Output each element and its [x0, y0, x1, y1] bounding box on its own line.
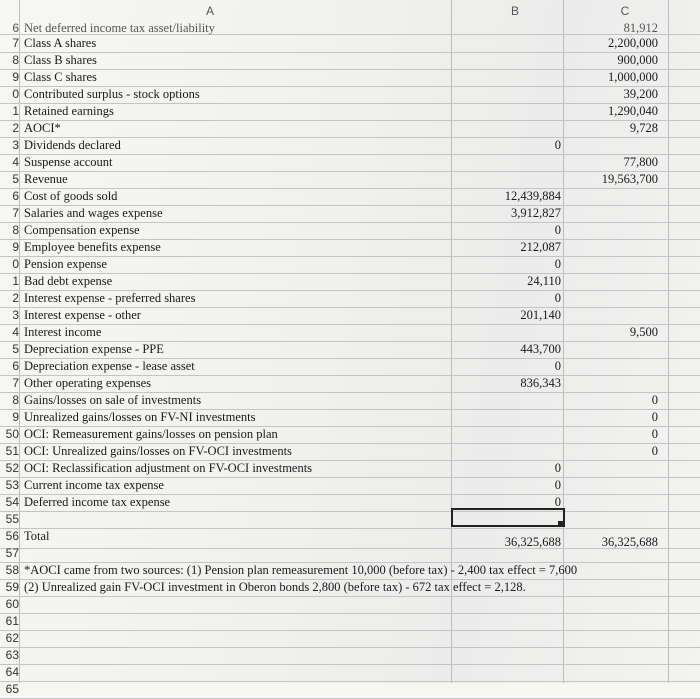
row-value-b[interactable]: 36,325,688: [504, 535, 561, 549]
row-number: 7: [12, 376, 19, 390]
row-label: Net deferred income tax asset/liability: [24, 21, 215, 35]
row-number: 4: [12, 325, 19, 339]
row-label: Pension expense: [24, 257, 107, 271]
row-label: Interest income: [24, 325, 102, 339]
row-number: 9: [12, 410, 19, 424]
row-label: Depreciation expense - PPE: [24, 342, 164, 356]
fill-handle[interactable]: [558, 521, 564, 527]
table-row[interactable]: [0, 137, 700, 155]
table-row[interactable]: [0, 426, 700, 444]
table-row[interactable]: [0, 69, 700, 87]
row-number: 50: [5, 427, 19, 441]
row-number: 0: [12, 87, 19, 101]
row-number: 2: [12, 121, 19, 135]
row-number: 5: [12, 172, 19, 186]
row-number: 63: [5, 648, 19, 662]
table-row[interactable]: [0, 375, 700, 393]
row-value-c[interactable]: 2,200,000: [608, 36, 658, 50]
row-number: 9: [12, 240, 19, 254]
table-row[interactable]: [0, 341, 700, 359]
row-label: Salaries and wages expense: [24, 206, 163, 220]
table-row[interactable]: [0, 120, 700, 138]
table-row[interactable]: [0, 273, 700, 291]
table-row[interactable]: [0, 205, 700, 223]
table-row[interactable]: [0, 154, 700, 172]
row-value-c[interactable]: 1,000,000: [608, 70, 658, 84]
selected-cell[interactable]: [451, 508, 565, 527]
row-value-b[interactable]: 0: [554, 291, 561, 305]
row-value-b[interactable]: 443,700: [520, 342, 561, 356]
row-number: 1: [12, 104, 19, 118]
row-label: OCI: Unrealized gains/losses on FV-OCI investments: [24, 444, 292, 458]
row-value-c[interactable]: 39,200: [623, 87, 658, 101]
row-value-c[interactable]: 19,563,700: [601, 172, 658, 186]
row-label: Class C shares: [24, 70, 97, 84]
row-label: Suspense account: [24, 155, 113, 169]
row-value-c[interactable]: 0: [651, 410, 658, 424]
row-number: 60: [5, 597, 19, 611]
row-value-b[interactable]: 0: [554, 495, 561, 509]
table-row[interactable]: [0, 188, 700, 206]
row-label: Deferred income tax expense: [24, 495, 171, 509]
row-number: 0: [12, 257, 19, 271]
row-value-c[interactable]: 1,290,040: [608, 104, 658, 118]
row-label: AOCI*: [24, 121, 61, 135]
row-number: 3: [12, 308, 19, 322]
table-row[interactable]: [0, 35, 700, 53]
row-label: Employee benefits expense: [24, 240, 161, 254]
row-label: Dividends declared: [24, 138, 121, 152]
table-row[interactable]: [0, 324, 700, 342]
row-value-c[interactable]: 77,800: [623, 155, 658, 169]
row-number: 8: [12, 223, 19, 237]
row-number: 51: [5, 444, 19, 458]
row-value-b[interactable]: 836,343: [520, 376, 561, 390]
row-label: Interest expense - other: [24, 308, 141, 322]
column-header-c[interactable]: C: [620, 4, 630, 18]
row-label: Class B shares: [24, 53, 97, 67]
row-value-c[interactable]: 36,325,688: [601, 535, 658, 549]
row-value-b[interactable]: 3,912,827: [511, 206, 561, 220]
table-row[interactable]: [0, 392, 700, 410]
row-label: Other operating expenses: [24, 376, 152, 390]
table-row[interactable]: [0, 511, 700, 529]
table-row[interactable]: [0, 222, 700, 240]
row-number: 61: [5, 614, 19, 628]
row-number: 65: [5, 682, 19, 696]
table-row[interactable]: [0, 103, 700, 121]
row-number: 53: [5, 478, 19, 492]
table-row[interactable]: [0, 681, 700, 699]
row-number: 8: [12, 393, 19, 407]
table-row[interactable]: [0, 545, 700, 563]
row-value-b[interactable]: 12,439,884: [504, 189, 561, 203]
table-row[interactable]: [0, 409, 700, 427]
row-label: Current income tax expense: [24, 478, 164, 492]
row-number: 59: [5, 580, 19, 594]
table-row[interactable]: [0, 239, 700, 257]
table-row[interactable]: [0, 664, 700, 682]
table-row[interactable]: [0, 477, 700, 495]
row-label: OCI: Remeasurement gains/losses on pension plan: [24, 427, 278, 441]
table-row[interactable]: [0, 52, 700, 70]
row-label: Class A shares: [24, 36, 97, 50]
row-value-b[interactable]: 0: [554, 359, 561, 373]
row-value-c[interactable]: 900,000: [617, 53, 658, 67]
table-row[interactable]: [0, 647, 700, 665]
row-number: 7: [12, 36, 19, 50]
table-row[interactable]: [0, 171, 700, 189]
row-label: Total: [24, 529, 50, 543]
row-number: 52: [5, 461, 19, 475]
table-row[interactable]: [0, 494, 700, 512]
table-row[interactable]: [0, 613, 700, 631]
row-number: 6: [12, 359, 19, 373]
row-value-c: 81,912: [623, 21, 658, 35]
row-value-b[interactable]: 0: [554, 461, 561, 475]
row-label: *AOCI came from two sources: (1) Pension plan remeasurement 10,000 (before tax) - 2,400 tax effect = 7,600: [24, 563, 578, 577]
row-label: (2) Unrealized gain FV-OCI investment in Oberon bonds 2,800 (before tax) - 672 tax effect = 2,128.: [24, 580, 526, 594]
table-row[interactable]: [0, 596, 700, 614]
row-number: 1: [12, 274, 19, 288]
row-label: Cost of goods sold: [24, 189, 118, 203]
table-row[interactable]: [0, 22, 700, 35]
row-number: 2: [12, 291, 19, 305]
row-label: Retained earnings: [24, 104, 114, 118]
column-header-b[interactable]: B: [510, 4, 519, 18]
row-label: Contributed surplus - stock options: [24, 87, 200, 101]
row-number: 3: [12, 138, 19, 152]
table-row[interactable]: [0, 86, 700, 104]
table-row[interactable]: [0, 307, 700, 325]
row-number: 64: [5, 665, 19, 679]
row-number: 54: [5, 495, 19, 509]
row-value-b[interactable]: 24,110: [527, 274, 561, 288]
row-value-b[interactable]: 0: [554, 138, 561, 152]
row-value-c[interactable]: 0: [651, 444, 658, 458]
row-label: OCI: Reclassification adjustment on FV-OCI investments: [24, 461, 313, 475]
row-value-c[interactable]: 9,500: [629, 325, 658, 339]
row-value-c[interactable]: 0: [651, 427, 658, 441]
row-number: 6: [12, 21, 19, 35]
row-number: 55: [5, 512, 19, 526]
row-number: 9: [12, 70, 19, 84]
table-row[interactable]: [0, 579, 700, 597]
row-value-b[interactable]: 0: [554, 223, 561, 237]
row-number: 5: [12, 342, 19, 356]
row-value-c[interactable]: 9,728: [629, 121, 658, 135]
row-label: Compensation expense: [24, 223, 140, 237]
row-label: Depreciation expense - lease asset: [24, 359, 195, 373]
row-value-b[interactable]: 212,087: [520, 240, 561, 254]
column-header-a[interactable]: A: [205, 4, 214, 18]
row-label: Interest expense - preferred shares: [24, 291, 196, 305]
row-number: 58: [5, 563, 19, 577]
row-value-b[interactable]: 0: [554, 257, 561, 271]
table-row[interactable]: [0, 290, 700, 308]
table-row[interactable]: [0, 630, 700, 648]
row-value-c[interactable]: 0: [651, 393, 658, 407]
row-number: 8: [12, 53, 19, 67]
row-value-b[interactable]: 0: [554, 478, 561, 492]
row-label: Unrealized gains/losses on FV-NI investments: [24, 410, 256, 424]
row-number: 56: [5, 529, 19, 543]
row-number: 57: [5, 546, 19, 560]
row-number: 7: [12, 206, 19, 220]
table-row[interactable]: [0, 443, 700, 461]
table-row[interactable]: [0, 460, 700, 478]
table-row[interactable]: [0, 562, 700, 580]
row-label: Gains/losses on sale of investments: [24, 393, 202, 407]
row-label: Revenue: [24, 172, 68, 186]
row-number: 6: [12, 189, 19, 203]
table-row[interactable]: [0, 256, 700, 274]
row-value-b[interactable]: 201,140: [520, 308, 561, 322]
row-number: 62: [5, 631, 19, 645]
row-label: Bad debt expense: [24, 274, 113, 288]
row-number: 4: [12, 155, 19, 169]
table-row[interactable]: [0, 358, 700, 376]
